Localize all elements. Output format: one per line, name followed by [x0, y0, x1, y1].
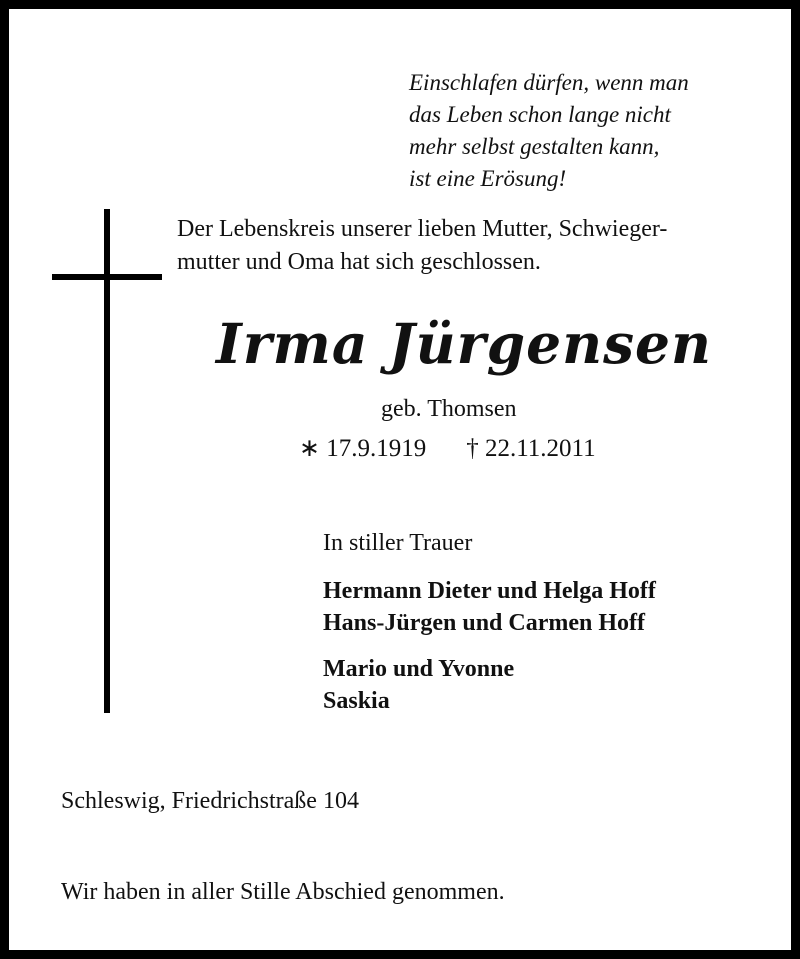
farewell-note: Wir haben in aller Stille Abschied genommen.: [61, 879, 505, 905]
mourning-heading: In stiller Trauer: [323, 530, 473, 556]
life-dates: [299, 432, 596, 466]
mourner-group: [323, 575, 656, 639]
death-date: † 22.11.2011: [466, 435, 596, 462]
maiden-name: geb. Thomsen: [381, 396, 517, 422]
quote-line: mehr selbst gestalten kann,: [409, 134, 660, 159]
quote-line: das Leben schon lange nicht: [409, 102, 671, 127]
cross-vertical-bar: [104, 209, 110, 713]
intro-line: mutter und Oma hat sich geschlossen.: [177, 249, 541, 275]
intro-line: Der Lebenskreis unserer lieben Mutter, Schwieger-: [177, 216, 668, 242]
quote-line: Einschlafen dürfen, wenn man: [409, 70, 689, 95]
mourner-line: Saskia: [323, 688, 390, 714]
intro-text: [177, 213, 777, 279]
quote-line: ist eine Erösung!: [409, 166, 567, 191]
deceased-name: Irma Jürgensen: [215, 311, 713, 376]
mourners-list: [323, 575, 656, 731]
mourner-line: Mario und Yvonne: [323, 656, 515, 682]
address: Schleswig, Friedrichstraße 104: [61, 788, 359, 814]
mourner-line: Hans-Jürgen und Carmen Hoff: [323, 610, 646, 636]
mourner-group: [323, 653, 656, 717]
cross-horizontal-bar: [52, 274, 162, 280]
epigraph-quote: [409, 67, 769, 195]
birth-date: ∗ 17.9.1919: [299, 435, 427, 462]
mourner-line: Hermann Dieter und Helga Hoff: [323, 578, 656, 604]
